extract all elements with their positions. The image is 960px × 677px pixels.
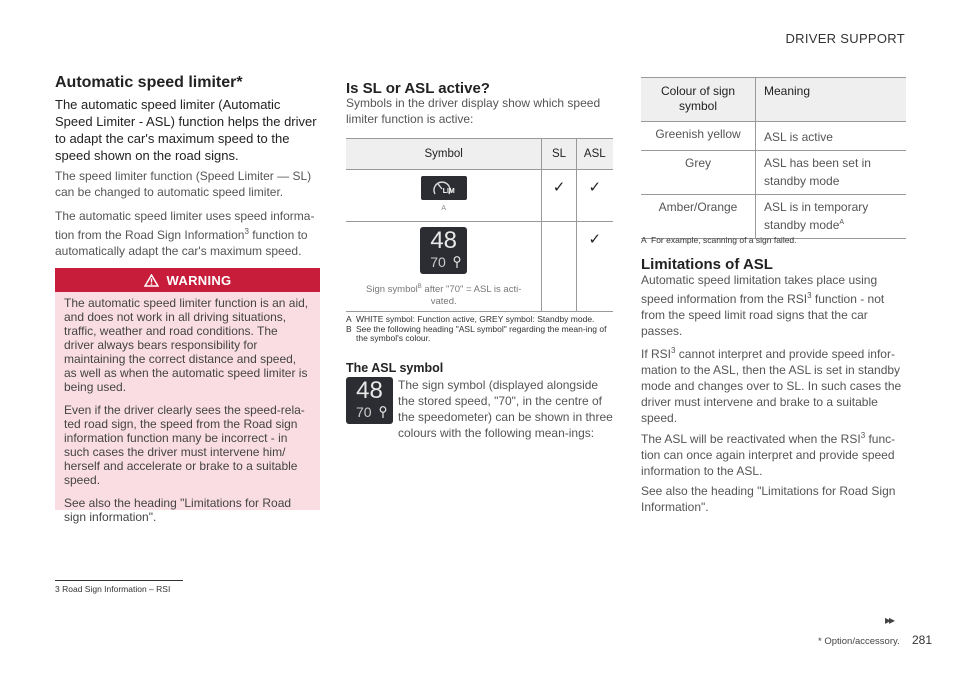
warning-text-1: The automatic speed limiter function is an aid, and does not work in all driving situations, traffic, weather and road conditions. The driver always bears responsibility for maintaining the correct distance and speed, as well as when the automatic speed limiter is being used.: [64, 296, 309, 394]
colour-table: [641, 77, 906, 239]
table-row: [346, 222, 613, 312]
asl-symbol-text: The sign symbol (displayed alongside the stored speed, "70", in the centre of the speedometer) can be shown in three colours with the following mean-ings:: [398, 378, 613, 440]
footnote-b: B See the following heading "ASL symbol" regarding the mean-ing of the symbol's colour.: [346, 324, 607, 343]
sign-pin-icon: [453, 256, 461, 269]
intro-lead: The automatic speed limiter (Automatic Speed Limiter - ASL) function helps the driver to adapt the car's maximum speed to the speed shown on the road signs.: [55, 97, 317, 163]
meaning-col-header: Meaning: [756, 78, 907, 122]
lim-label: LIM: [442, 188, 455, 195]
page-number: 281: [912, 633, 933, 647]
asl-check: ✓: [576, 222, 613, 312]
paragraph-sl: The speed limiter function (Speed Limiter — SL) can be changed to automatic speed limiter.: [55, 169, 312, 199]
sl-check: [542, 222, 576, 312]
warning-text-3: See also the heading "Limitations for Road sign information".: [64, 496, 292, 524]
meaning-cell: ASL is in temporary standby mode$^A$: [756, 195, 907, 239]
table-row: [641, 195, 906, 239]
footnote-a: A WHITE symbol: Function active, GREY symbol: Standby mode.: [346, 314, 595, 324]
warning-box: [55, 268, 320, 524]
page-title: Automatic speed limiter*: [55, 74, 243, 91]
limitations-text-2: If RSI$^3$ cannot interpret and provide speed infor-mation to the ASL, then the ASL is set in standby mode and changes over to SL. In such cases the driver must intervene and brake to a suitable speed.: [641, 346, 902, 425]
symbol-col-header: Symbol: [346, 139, 542, 170]
asl-col-header: ASL: [576, 139, 613, 170]
table-row: [641, 122, 906, 151]
symbol-table: [346, 138, 613, 312]
warning-title: WARNING: [166, 272, 232, 288]
sign-big-number: 48: [356, 377, 383, 404]
sl-check: ✓: [542, 170, 576, 222]
note-a-marker: A: [441, 205, 447, 212]
footnote-3: 3 Road Sign Information – RSI: [55, 584, 171, 594]
limitations-text-3: The ASL will be reactivated when the RSI$^3$ func-tion can once again interpret and provide speed information to the ASL.: [641, 431, 896, 478]
paragraph-rsi: The automatic speed limiter uses speed informa-tion from the Road Sign Information$^3$ function to automatically adapt the car's maximum speed.: [55, 209, 315, 258]
sign-small-number: 70: [430, 254, 446, 270]
sign-big-number: 48: [430, 227, 458, 254]
asl-symbol-heading: The ASL symbol: [346, 361, 444, 375]
footnote-divider: [55, 580, 183, 581]
table-row: [641, 151, 906, 195]
limitations-text-4: See also the heading "Limitations for Road Sign Information".: [641, 484, 896, 514]
sign-caption: Sign symbol$^B$ after "70" = ASL is acti-vated.: [366, 284, 522, 308]
next-page-arrows-icon[interactable]: ▸▸: [885, 613, 894, 627]
warning-triangle-icon: [144, 274, 159, 287]
sl-asl-intro: Symbols in the driver display show which speed limiter function is active:: [346, 96, 601, 126]
table-row: [346, 170, 613, 222]
colour-cell: Grey: [641, 151, 756, 195]
meaning-cell: ASL is active: [756, 122, 907, 151]
asl-sign-icon: [420, 227, 467, 274]
limitations-heading: Limitations of ASL: [641, 256, 773, 273]
sl-col-header: SL: [542, 139, 576, 170]
sign-small-number: 70: [356, 404, 372, 420]
colour-cell: Greenish yellow: [641, 122, 756, 151]
footnote-a-col3: A For example, scanning of a sign failed.: [641, 235, 797, 245]
limitations-text-1: Automatic speed limitation takes place using speed information from the RSI$^3$ function - not from the speed limit road signs that the car passes.: [641, 273, 885, 338]
warning-header: [55, 268, 320, 292]
warning-text-2: Even if the driver clearly sees the speed-rela-ted road sign, the speed from the Road sign information function many be incorrect - in such cases the driver must intervene him/ herself and accelerate or brake to a suitable speed.: [64, 403, 305, 487]
sl-asl-heading: Is SL or ASL active?: [346, 80, 490, 97]
speedometer-lim-icon: [421, 176, 467, 200]
colour-cell: Amber/Orange: [641, 195, 756, 239]
asl-check: ✓: [576, 170, 613, 222]
option-note: * Option/accessory.: [818, 636, 900, 647]
section-header: DRIVER SUPPORT: [785, 31, 905, 46]
meaning-cell: ASL has been set in standby mode: [756, 151, 907, 195]
colour-col-header: Colour of sign symbol: [641, 78, 756, 122]
